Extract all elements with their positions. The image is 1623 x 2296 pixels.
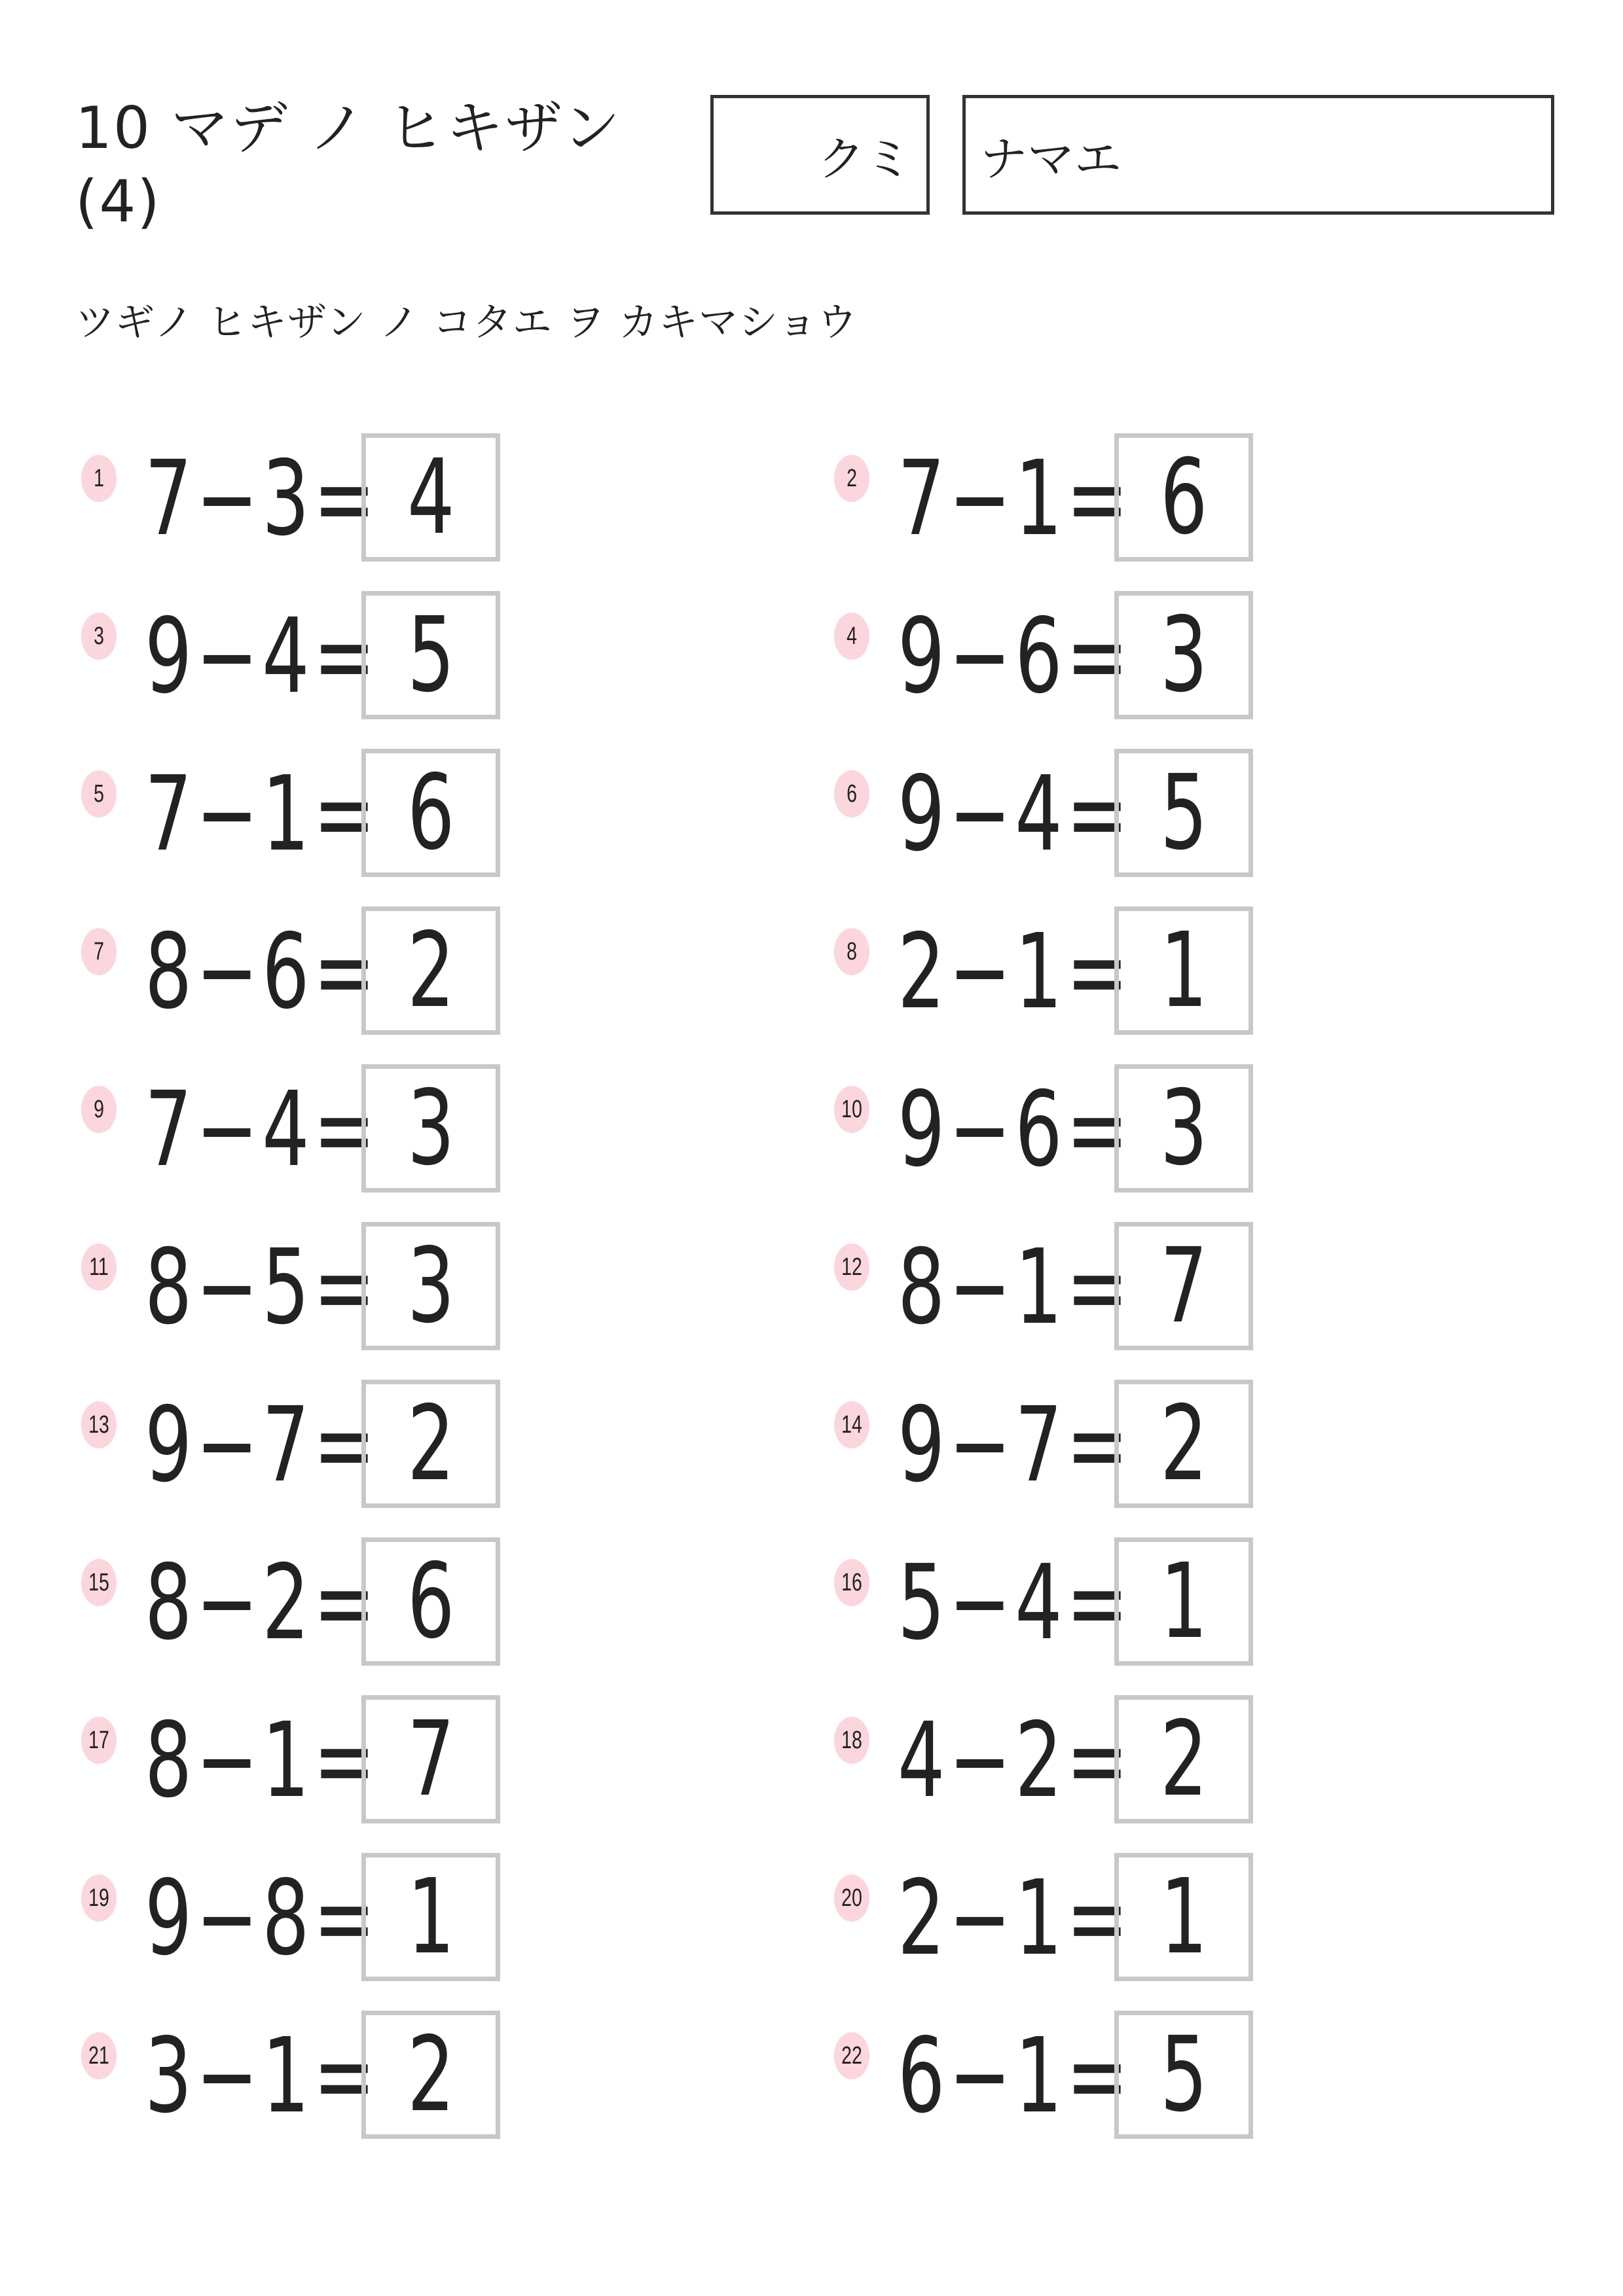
subtraction-expression: [145, 1695, 379, 1826]
equals-sign: =: [313, 2016, 376, 2136]
problem-number-badge: 20: [834, 1874, 869, 1922]
equals-sign: =: [1066, 1858, 1129, 1979]
subtraction-expression: [898, 1222, 1132, 1353]
minuend: 2: [898, 912, 945, 1032]
answer-value: 1: [1159, 1541, 1208, 1662]
equals-sign: =: [313, 1227, 376, 1348]
problem-number-badge: 16: [834, 1559, 869, 1606]
minuend: 4: [898, 1700, 945, 1821]
title-line-1: 10 マデ ノ ヒキザン: [75, 94, 622, 162]
subtraction-expression: [898, 906, 1132, 1037]
subtraction-expression: [898, 749, 1132, 880]
minus-sign: −: [196, 596, 259, 717]
equals-sign: =: [1066, 596, 1129, 717]
subtraction-expression: [145, 1537, 379, 1668]
subtrahend: 5: [262, 1227, 310, 1348]
minuend: 8: [145, 1543, 192, 1663]
equals-sign: =: [1066, 1069, 1129, 1190]
subtraction-expression: [145, 1853, 379, 1984]
equals-sign: =: [1066, 1385, 1129, 1505]
problem-number-badge: 2: [834, 455, 869, 502]
answer-value: 7: [407, 1699, 455, 1820]
problem-number-badge: 4: [834, 613, 869, 660]
problem-number-badge: 10: [834, 1086, 869, 1133]
subtraction-expression: [145, 1064, 379, 1195]
minuend: 8: [898, 1227, 945, 1348]
problem-number-badge: 6: [834, 770, 869, 817]
answer-value: 3: [407, 1068, 455, 1189]
minuend: 7: [145, 439, 192, 559]
equals-sign: =: [313, 1700, 376, 1821]
answer-value: 1: [1159, 1857, 1208, 1977]
subtraction-expression: [898, 1853, 1132, 1984]
equals-sign: =: [1066, 2016, 1129, 2136]
minuend: 7: [145, 754, 192, 874]
problem-number-badge: 19: [81, 1874, 117, 1922]
minuend: 3: [145, 2016, 192, 2136]
problem-number-badge: 3: [81, 613, 117, 660]
answer-value: 1: [407, 1857, 455, 1977]
answer-value: 7: [1159, 1226, 1208, 1346]
answer-value: 3: [1159, 1068, 1208, 1189]
answer-value: 4: [407, 437, 455, 558]
minuend: 8: [145, 1227, 192, 1348]
answer-value: 6: [1159, 437, 1208, 558]
minus-sign: −: [949, 754, 1012, 874]
equals-sign: =: [313, 912, 376, 1032]
answer-box[interactable]: [361, 1695, 500, 1823]
minus-sign: −: [949, 912, 1012, 1032]
minus-sign: −: [196, 912, 259, 1032]
minus-sign: −: [949, 439, 1012, 559]
minuend: 5: [898, 1543, 945, 1663]
answer-value: 1: [1159, 910, 1208, 1031]
minus-sign: −: [949, 1069, 1012, 1190]
problem-number-badge: 7: [81, 928, 117, 975]
answer-box[interactable]: [361, 433, 500, 562]
minuend: 2: [898, 1858, 945, 1979]
equals-sign: =: [313, 1858, 376, 1979]
answer-box[interactable]: [361, 1853, 500, 1981]
subtrahend: 6: [262, 912, 310, 1032]
subtrahend: 3: [262, 439, 310, 559]
answer-value: 5: [1159, 2015, 1208, 2135]
minus-sign: −: [196, 1858, 259, 1979]
subtrahend: 6: [1015, 1069, 1063, 1190]
minus-sign: −: [949, 1700, 1012, 1821]
answer-box[interactable]: [1114, 433, 1253, 562]
subtrahend: 4: [1015, 754, 1063, 874]
equals-sign: =: [313, 596, 376, 717]
equals-sign: =: [1066, 1543, 1129, 1663]
answer-box[interactable]: [1114, 906, 1253, 1035]
minus-sign: −: [949, 2016, 1012, 2136]
answer-box[interactable]: [1114, 1064, 1253, 1193]
minus-sign: −: [196, 1385, 259, 1505]
answer-value: 6: [407, 1541, 455, 1662]
answer-value: 5: [407, 595, 455, 715]
problem-number-badge: 11: [81, 1244, 117, 1291]
answer-box[interactable]: [1114, 1695, 1253, 1823]
subtrahend: 4: [262, 1069, 310, 1190]
subtraction-expression: [145, 591, 379, 722]
subtrahend: 6: [1015, 596, 1063, 717]
problem-number-badge: 22: [834, 2032, 869, 2079]
answer-box[interactable]: [361, 1380, 500, 1508]
subtrahend: 2: [1015, 1700, 1063, 1821]
problem-number-badge: 13: [81, 1401, 117, 1448]
minus-sign: −: [196, 439, 259, 559]
answer-box[interactable]: [1114, 2011, 1253, 2139]
subtraction-expression: [145, 1380, 379, 1511]
subtrahend: 7: [1015, 1385, 1063, 1505]
minuend: 8: [145, 1700, 192, 1821]
equals-sign: =: [1066, 912, 1129, 1032]
equals-sign: =: [313, 439, 376, 559]
answer-value: 2: [1159, 1384, 1208, 1504]
subtraction-expression: [145, 1222, 379, 1353]
answer-box[interactable]: [361, 1222, 500, 1350]
minuend: 9: [898, 596, 945, 717]
problem-number-badge: 17: [81, 1717, 117, 1764]
answer-box[interactable]: [361, 591, 500, 719]
problem-number-badge: 21: [81, 2032, 117, 2079]
minuend: 9: [898, 1385, 945, 1505]
equals-sign: =: [1066, 439, 1129, 559]
answer-value: 2: [407, 1384, 455, 1504]
answer-box[interactable]: [1114, 1380, 1253, 1508]
minus-sign: −: [949, 1385, 1012, 1505]
subtrahend: 1: [1015, 1227, 1063, 1348]
subtraction-expression: [898, 1064, 1132, 1195]
minuend: 9: [145, 596, 192, 717]
subtrahend: 1: [262, 1700, 310, 1821]
subtrahend: 8: [262, 1858, 310, 1979]
subtraction-expression: [898, 1537, 1132, 1668]
answer-box[interactable]: [1114, 1853, 1253, 1981]
subtraction-expression: [898, 1695, 1132, 1826]
subtrahend: 1: [1015, 2016, 1063, 2136]
minus-sign: −: [196, 1069, 259, 1190]
minuend: 8: [145, 912, 192, 1032]
answer-box[interactable]: [1114, 591, 1253, 719]
minuend: 9: [898, 1069, 945, 1190]
minuend: 7: [898, 439, 945, 559]
problem-number-badge: 14: [834, 1401, 869, 1448]
subtrahend: 1: [262, 2016, 310, 2136]
name-label: ナマエ: [980, 131, 1122, 187]
problem-number-badge: 5: [81, 770, 117, 817]
subtraction-expression: [898, 433, 1132, 564]
minus-sign: −: [949, 596, 1012, 717]
minus-sign: −: [949, 1227, 1012, 1348]
class-label: クミ: [817, 131, 912, 187]
minuend: 9: [145, 1858, 192, 1979]
subtrahend: 1: [1015, 439, 1063, 559]
problem-number-badge: 8: [834, 928, 869, 975]
subtrahend: 4: [1015, 1543, 1063, 1663]
subtraction-expression: [898, 1380, 1132, 1511]
answer-box[interactable]: [1114, 749, 1253, 877]
minuend: 7: [145, 1069, 192, 1190]
minus-sign: −: [196, 1227, 259, 1348]
minus-sign: −: [949, 1543, 1012, 1663]
answer-value: 2: [407, 910, 455, 1031]
minus-sign: −: [949, 1858, 1012, 1979]
answer-value: 3: [407, 1226, 455, 1346]
subtrahend: 1: [1015, 912, 1063, 1032]
equals-sign: =: [1066, 1227, 1129, 1348]
problem-number-badge: 1: [81, 455, 117, 502]
equals-sign: =: [1066, 1700, 1129, 1821]
answer-value: 2: [407, 2015, 455, 2135]
subtrahend: 4: [262, 596, 310, 717]
answer-value: 2: [1159, 1699, 1208, 1820]
answer-box[interactable]: [361, 906, 500, 1035]
answer-value: 6: [407, 753, 455, 873]
answer-box[interactable]: [1114, 1537, 1253, 1666]
equals-sign: =: [313, 754, 376, 874]
minuend: 6: [898, 2016, 945, 2136]
minus-sign: −: [196, 1700, 259, 1821]
subtrahend: 7: [262, 1385, 310, 1505]
answer-box[interactable]: [1114, 1222, 1253, 1350]
minuend: 9: [145, 1385, 192, 1505]
equals-sign: =: [313, 1069, 376, 1190]
answer-value: 5: [1159, 753, 1208, 873]
minuend: 9: [898, 754, 945, 874]
answer-box[interactable]: [361, 2011, 500, 2139]
problem-number-badge: 12: [834, 1244, 869, 1291]
subtraction-expression: [145, 433, 379, 564]
answer-box[interactable]: [361, 1064, 500, 1193]
subtrahend: 1: [262, 754, 310, 874]
answer-value: 3: [1159, 595, 1208, 715]
instruction-text: ツギノ ヒキザン ノ コタエ ヲ カキマショウ: [75, 300, 858, 346]
problem-number-badge: 18: [834, 1717, 869, 1764]
subtraction-expression: [145, 749, 379, 880]
minus-sign: −: [196, 1543, 259, 1663]
answer-box[interactable]: [361, 749, 500, 877]
subtraction-expression: [145, 906, 379, 1037]
equals-sign: =: [313, 1385, 376, 1505]
equals-sign: =: [313, 1543, 376, 1663]
minus-sign: −: [196, 2016, 259, 2136]
subtraction-expression: [145, 2011, 379, 2142]
problem-number-badge: 15: [81, 1559, 117, 1606]
equals-sign: =: [1066, 754, 1129, 874]
title-line-2: (4): [75, 168, 161, 235]
answer-box[interactable]: [361, 1537, 500, 1666]
subtrahend: 2: [262, 1543, 310, 1663]
minus-sign: −: [196, 754, 259, 874]
subtrahend: 1: [1015, 1858, 1063, 1979]
subtraction-expression: [898, 2011, 1132, 2142]
subtraction-expression: [898, 591, 1132, 722]
problem-number-badge: 9: [81, 1086, 117, 1133]
